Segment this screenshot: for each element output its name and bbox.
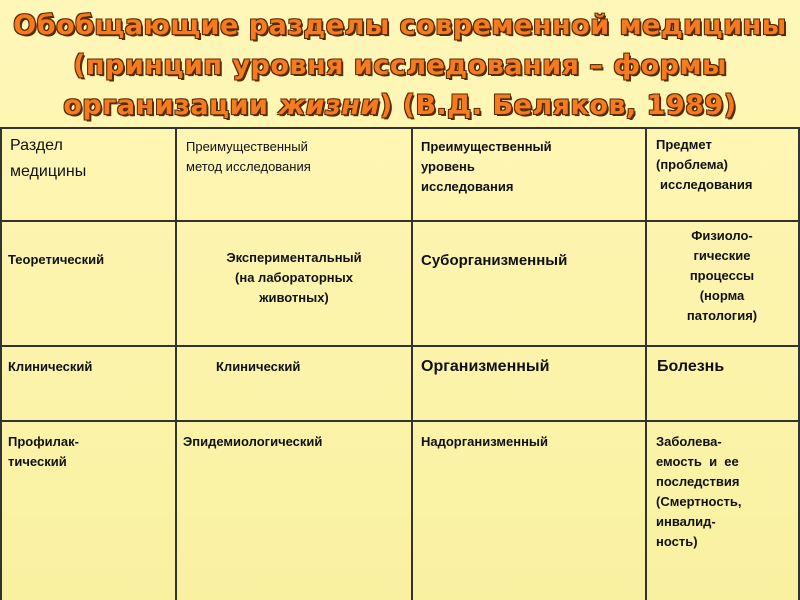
table-border-left	[0, 127, 2, 600]
row-clinical-method: Клинический	[216, 359, 301, 374]
method-line: Экспериментальный	[226, 250, 362, 265]
subject-line: гические	[693, 248, 751, 263]
subject-line: Физиоло-	[691, 228, 753, 243]
method-line: (на лабораторных	[235, 270, 353, 285]
row-preventive-method: Эпидемиологический	[183, 434, 323, 449]
header-level-line: Преимущественный	[421, 139, 552, 154]
table-column-divider	[411, 127, 413, 600]
header-subject-line: (проблема)	[656, 157, 728, 172]
title-line-3	[0, 86, 800, 126]
header-section-line: медицины	[10, 163, 87, 180]
header-section-line: Раздел	[10, 137, 63, 154]
header-section	[10, 133, 86, 185]
table-row-divider	[0, 220, 800, 222]
header-method	[186, 137, 311, 177]
header-level-line: исследования	[421, 179, 514, 194]
title-line-3-part-c: ) (В.Д. Беляков, 1989)	[379, 90, 737, 121]
header-subject-line: Предмет	[656, 137, 712, 152]
header-subject-line: исследования	[660, 177, 753, 192]
medicine-sections-table	[0, 127, 800, 600]
row-preventive-level: Надорганизменный	[421, 434, 549, 449]
subject-line: инвалид-	[656, 514, 716, 529]
row-preventive-section	[8, 432, 79, 472]
row-preventive-subject	[656, 432, 796, 552]
subject-line: последствия	[656, 474, 740, 489]
header-level	[421, 137, 552, 197]
subject-line: патология)	[686, 308, 758, 323]
title-line-3-italic: жизни	[278, 90, 380, 121]
row-theoretical-subject	[647, 226, 797, 326]
row-clinical-level: Организменный	[421, 358, 550, 375]
method-line: животных)	[259, 290, 329, 305]
title-line-1: Обобщающие разделы современной медицины	[13, 10, 787, 41]
subject-line: процессы	[689, 268, 755, 283]
header-subject	[656, 135, 796, 195]
subject-line: емость и ее	[656, 454, 739, 469]
title-line-2: (принцип уровня исследования – формы	[73, 50, 727, 81]
title-line-3-part-a: организации	[63, 90, 279, 121]
row-clinical-subject: Болезнь	[657, 358, 725, 375]
header-level-line: уровень	[421, 159, 475, 174]
subject-line: (Смертность,	[656, 494, 742, 509]
row-theoretical-method	[178, 248, 410, 308]
row-theoretical-section: Теоретический	[8, 252, 105, 267]
table-column-divider	[175, 127, 177, 600]
table-row-divider	[0, 420, 800, 422]
table-row-divider	[0, 345, 800, 347]
header-method-line: Преимущественный	[186, 139, 308, 154]
table-column-divider	[645, 127, 647, 600]
section-line: тический	[8, 454, 67, 469]
row-clinical-section: Клинический	[8, 359, 93, 374]
table-border-top	[0, 127, 800, 129]
section-line: Профилак-	[8, 434, 79, 449]
subject-line: (норма	[699, 288, 745, 303]
header-method-line: метод исследования	[186, 159, 311, 174]
subject-line: Заболева-	[656, 434, 722, 449]
subject-line: ность)	[656, 534, 698, 549]
row-theoretical-level: Суборганизменный	[421, 252, 568, 269]
slide-title	[0, 6, 800, 126]
